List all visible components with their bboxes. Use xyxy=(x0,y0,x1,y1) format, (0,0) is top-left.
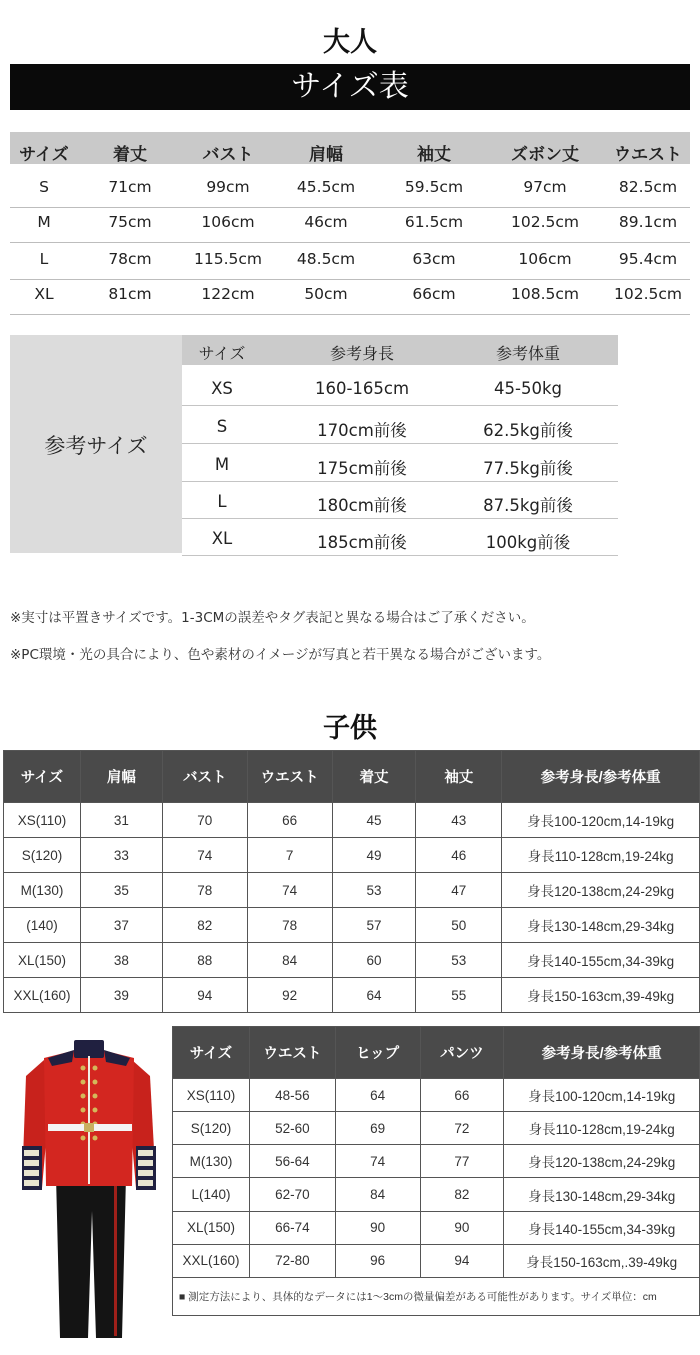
adult-row-divider xyxy=(10,242,690,243)
kids-header-cell: 参考身長/参考体重 xyxy=(502,751,700,803)
table-row xyxy=(173,1079,700,1112)
table-row xyxy=(4,978,700,1013)
kids-table-cell: 45 xyxy=(332,803,416,838)
adult-row-divider xyxy=(10,279,690,280)
kids-table-cell: 56-64 xyxy=(249,1145,335,1178)
reference-header-cell: サイズ xyxy=(198,344,246,363)
kids-table-cell: 身長140-155cm,34-39kg xyxy=(504,1211,700,1244)
kids-table-cell: 64 xyxy=(335,1079,420,1112)
kids-table-cell: 46 xyxy=(416,838,502,873)
adult-table-cell: L xyxy=(39,250,49,268)
reference-header-cell: 参考体重 xyxy=(495,344,560,363)
reference-table-cell: 180cm前後 xyxy=(317,496,407,515)
adult-table-cell: XL xyxy=(34,285,54,303)
adult-row-divider xyxy=(10,207,690,208)
reference-table-cell: 100kg前後 xyxy=(485,533,571,552)
kids-table-cell: 身長120-138cm,24-29kg xyxy=(504,1145,700,1178)
adult-header-cell: 着丈 xyxy=(113,145,147,165)
table-row xyxy=(4,908,700,943)
kids-table-cell: 37 xyxy=(80,908,162,943)
adult-table-cell: 71cm xyxy=(108,178,152,196)
adult-header-cell: バスト xyxy=(202,145,254,165)
kids-table-cell: L(140) xyxy=(173,1178,250,1211)
adult-table-cell: 102.5cm xyxy=(511,213,579,231)
adult-table-cell: 66cm xyxy=(412,285,456,303)
kids-table-cell: 60 xyxy=(332,943,416,978)
kids-table-cell: S(120) xyxy=(4,838,81,873)
kids-header-cell: ウエスト xyxy=(247,751,332,803)
table-row xyxy=(4,873,700,908)
adult-header-cell: 袖丈 xyxy=(417,145,451,165)
kids-table-cell: 身長110-128cm,19-24kg xyxy=(502,838,700,873)
adult-table-cell: 48.5cm xyxy=(296,250,356,268)
kids-pants-table xyxy=(172,1026,700,1316)
adult-table-cell: 122cm xyxy=(201,285,255,303)
kids-table-cell: 77 xyxy=(420,1145,504,1178)
adult-table-cell: 82.5cm xyxy=(618,178,678,196)
table-row xyxy=(4,943,700,978)
kids-table-cell: 38 xyxy=(80,943,162,978)
table-row xyxy=(4,803,700,838)
kids-table-cell: XXL(160) xyxy=(4,978,81,1013)
reference-table-cell: 62.5kg前後 xyxy=(483,421,573,440)
kids-table-cell: 身長130-148cm,29-34kg xyxy=(502,908,700,943)
adult-table-cell: 59.5cm xyxy=(404,178,464,196)
kids-table-cell: 78 xyxy=(247,908,332,943)
table-row xyxy=(173,1112,700,1145)
kids-table-cell: 身長130-148cm,29-34kg xyxy=(504,1178,700,1211)
kids-table-cell: 88 xyxy=(162,943,247,978)
kids-table-cell: (140) xyxy=(4,908,81,943)
adult-table-cell: 97cm xyxy=(523,178,567,196)
table-row xyxy=(173,1178,700,1211)
kids-table-cell: 96 xyxy=(335,1244,420,1277)
adult-table-cell: 78cm xyxy=(108,250,152,268)
note-color: ※PC環境・光の具合により、色や素材のイメージが写真と若干異なる場合がございます。 xyxy=(10,647,551,663)
kids-table-cell: 57 xyxy=(332,908,416,943)
kids-table-cell: XS(110) xyxy=(4,803,81,838)
kids-table-cell: 39 xyxy=(80,978,162,1013)
reference-table-cell: S xyxy=(216,417,228,436)
kids-table-cell: 身長100-120cm,14-19kg xyxy=(504,1079,700,1112)
kids-table-cell: 92 xyxy=(247,978,332,1013)
kids-table-cell: 72-80 xyxy=(249,1244,335,1277)
adult-table-cell: 115.5cm xyxy=(194,250,262,268)
kids-table-cell: 身長150-163cm,.39-49kg xyxy=(504,1244,700,1277)
kids-header-cell: サイズ xyxy=(173,1027,250,1079)
kids-table-cell: 55 xyxy=(416,978,502,1013)
adult-table-cell: 108.5cm xyxy=(511,285,579,303)
kids-table-cell: XS(110) xyxy=(173,1079,250,1112)
kids-table-cell: 66 xyxy=(420,1079,504,1112)
kids-table-cell: 66 xyxy=(247,803,332,838)
reference-row-divider xyxy=(182,481,618,482)
reference-table-cell: M xyxy=(214,455,230,474)
reference-row-divider xyxy=(182,443,618,444)
kids-header-cell: 着丈 xyxy=(332,751,416,803)
kids-table-cell: XXL(160) xyxy=(173,1244,250,1277)
size-chart-banner: サイズ表 xyxy=(10,64,690,110)
reference-table-cell: 77.5kg前後 xyxy=(483,459,573,478)
kids-table-cell: 身長150-163cm,39-49kg xyxy=(502,978,700,1013)
reference-table-cell: 185cm前後 xyxy=(317,533,407,552)
kids-title: 子供 xyxy=(323,713,377,744)
table-row xyxy=(173,1244,700,1277)
kids-table-cell: 35 xyxy=(80,873,162,908)
kids-table-cell: 身長140-155cm,34-39kg xyxy=(502,943,700,978)
kids-table-cell: M(130) xyxy=(173,1145,250,1178)
kids-table-cell: 72 xyxy=(420,1112,504,1145)
kids-table-cell: 53 xyxy=(416,943,502,978)
kids-table-cell: 70 xyxy=(162,803,247,838)
guard-uniform-image xyxy=(14,1036,164,1346)
reference-table-cell: 87.5kg前後 xyxy=(483,496,573,515)
kids-header-cell: 参考身長/参考体重 xyxy=(504,1027,700,1079)
kids-table-cell: 43 xyxy=(416,803,502,838)
reference-table-cell: L xyxy=(217,492,227,511)
adult-table-cell: 63cm xyxy=(412,250,456,268)
kids-header-cell: パンツ xyxy=(420,1027,504,1079)
adult-table-cell: S xyxy=(39,178,49,196)
reference-header-cell: 参考身長 xyxy=(329,344,394,363)
adult-title: 大人 xyxy=(323,27,377,58)
reference-label: 参考サイズ xyxy=(44,434,148,458)
adult-header-cell: 肩幅 xyxy=(309,145,343,165)
adult-table-cell: M xyxy=(37,213,51,231)
adult-table-cell: 75cm xyxy=(108,213,152,231)
kids-table-cell: 94 xyxy=(162,978,247,1013)
reference-row-divider xyxy=(182,518,618,519)
adult-header-cell: ズボン丈 xyxy=(511,145,579,165)
kids-table-cell: 身長110-128cm,19-24kg xyxy=(504,1112,700,1145)
reference-table-cell: 160-165cm xyxy=(314,379,410,398)
kids-table-cell: 48-56 xyxy=(249,1079,335,1112)
kids-jacket-table xyxy=(3,750,700,1013)
kids-table-cell: 69 xyxy=(335,1112,420,1145)
kids-table-cell: 64 xyxy=(332,978,416,1013)
kids-table-cell: 身長120-138cm,24-29kg xyxy=(502,873,700,908)
kids-table-cell: 90 xyxy=(335,1211,420,1244)
kids-table-cell: 84 xyxy=(335,1178,420,1211)
table-row xyxy=(4,838,700,873)
kids-table-cell: 82 xyxy=(420,1178,504,1211)
adult-table-cell: 89.1cm xyxy=(618,213,678,231)
adult-table-cell: 45.5cm xyxy=(296,178,356,196)
kids-table-cell: M(130) xyxy=(4,873,81,908)
kids-table-cell: 82 xyxy=(162,908,247,943)
kids-table-cell: 74 xyxy=(162,838,247,873)
kids-table-cell: 身長100-120cm,14-19kg xyxy=(502,803,700,838)
table-row xyxy=(173,1211,700,1244)
note-measurement: ※実寸は平置きサイズです。1-3CMの誤差やタグ表記と異なる場合はご了承ください。 xyxy=(10,610,535,626)
kids-table-cell: 66-74 xyxy=(249,1211,335,1244)
kids-table-cell: 47 xyxy=(416,873,502,908)
reference-table-cell: 175cm前後 xyxy=(317,459,407,478)
kids-table-cell: 31 xyxy=(80,803,162,838)
reference-row-divider xyxy=(182,555,618,556)
kids-table-cell: 84 xyxy=(247,943,332,978)
kids-header-cell: バスト xyxy=(162,751,247,803)
kids-table-cell: 53 xyxy=(332,873,416,908)
kids-table-cell: 33 xyxy=(80,838,162,873)
adult-table-cell: 106cm xyxy=(201,213,255,231)
kids-table-cell: 50 xyxy=(416,908,502,943)
reference-row-divider xyxy=(182,405,618,406)
reference-table-cell: XS xyxy=(211,379,233,398)
kids-table-cell: 74 xyxy=(335,1145,420,1178)
adult-header-cell: サイズ xyxy=(19,145,69,165)
kids-table-cell: XL(150) xyxy=(4,943,81,978)
adult-table-cell: 99cm xyxy=(206,178,250,196)
adult-table-cell: 50cm xyxy=(304,285,348,303)
kids-table-cell: 49 xyxy=(332,838,416,873)
reference-table-cell: 170cm前後 xyxy=(317,421,407,440)
adult-table-cell: 106cm xyxy=(518,250,572,268)
adult-header-cell: ウエスト xyxy=(614,145,682,165)
kids-table-cell: 62-70 xyxy=(249,1178,335,1211)
kids-table-cell: 94 xyxy=(420,1244,504,1277)
reference-table-cell: 45-50kg xyxy=(494,379,562,398)
kids-table-cell: 74 xyxy=(247,873,332,908)
kids-table-cell: XL(150) xyxy=(173,1211,250,1244)
kids-table-cell: 90 xyxy=(420,1211,504,1244)
kids-header-cell: 肩幅 xyxy=(80,751,162,803)
kids-header-cell: ヒップ xyxy=(335,1027,420,1079)
kids-header-cell: 袖丈 xyxy=(416,751,502,803)
adult-table-cell: 102.5cm xyxy=(614,285,682,303)
kids-header-cell: ウエスト xyxy=(249,1027,335,1079)
table-row xyxy=(173,1145,700,1178)
adult-row-divider xyxy=(10,314,690,315)
kids-table-cell: S(120) xyxy=(173,1112,250,1145)
reference-table-cell: XL xyxy=(211,529,233,548)
adult-table-cell: 46cm xyxy=(304,213,348,231)
kids-header-cell: サイズ xyxy=(4,751,81,803)
kids-footnote: ■ 測定方法により、具体的なデータには1〜3cmの微量偏差がある可能性があります。サイズ単位：cm xyxy=(173,1278,700,1316)
adult-table-cell: 95.4cm xyxy=(618,250,678,268)
kids-table-cell: 78 xyxy=(162,873,247,908)
kids-table-cell: 7 xyxy=(247,838,332,873)
kids-table-cell: 52-60 xyxy=(249,1112,335,1145)
adult-table-cell: 81cm xyxy=(108,285,152,303)
adult-table-cell: 61.5cm xyxy=(404,213,464,231)
